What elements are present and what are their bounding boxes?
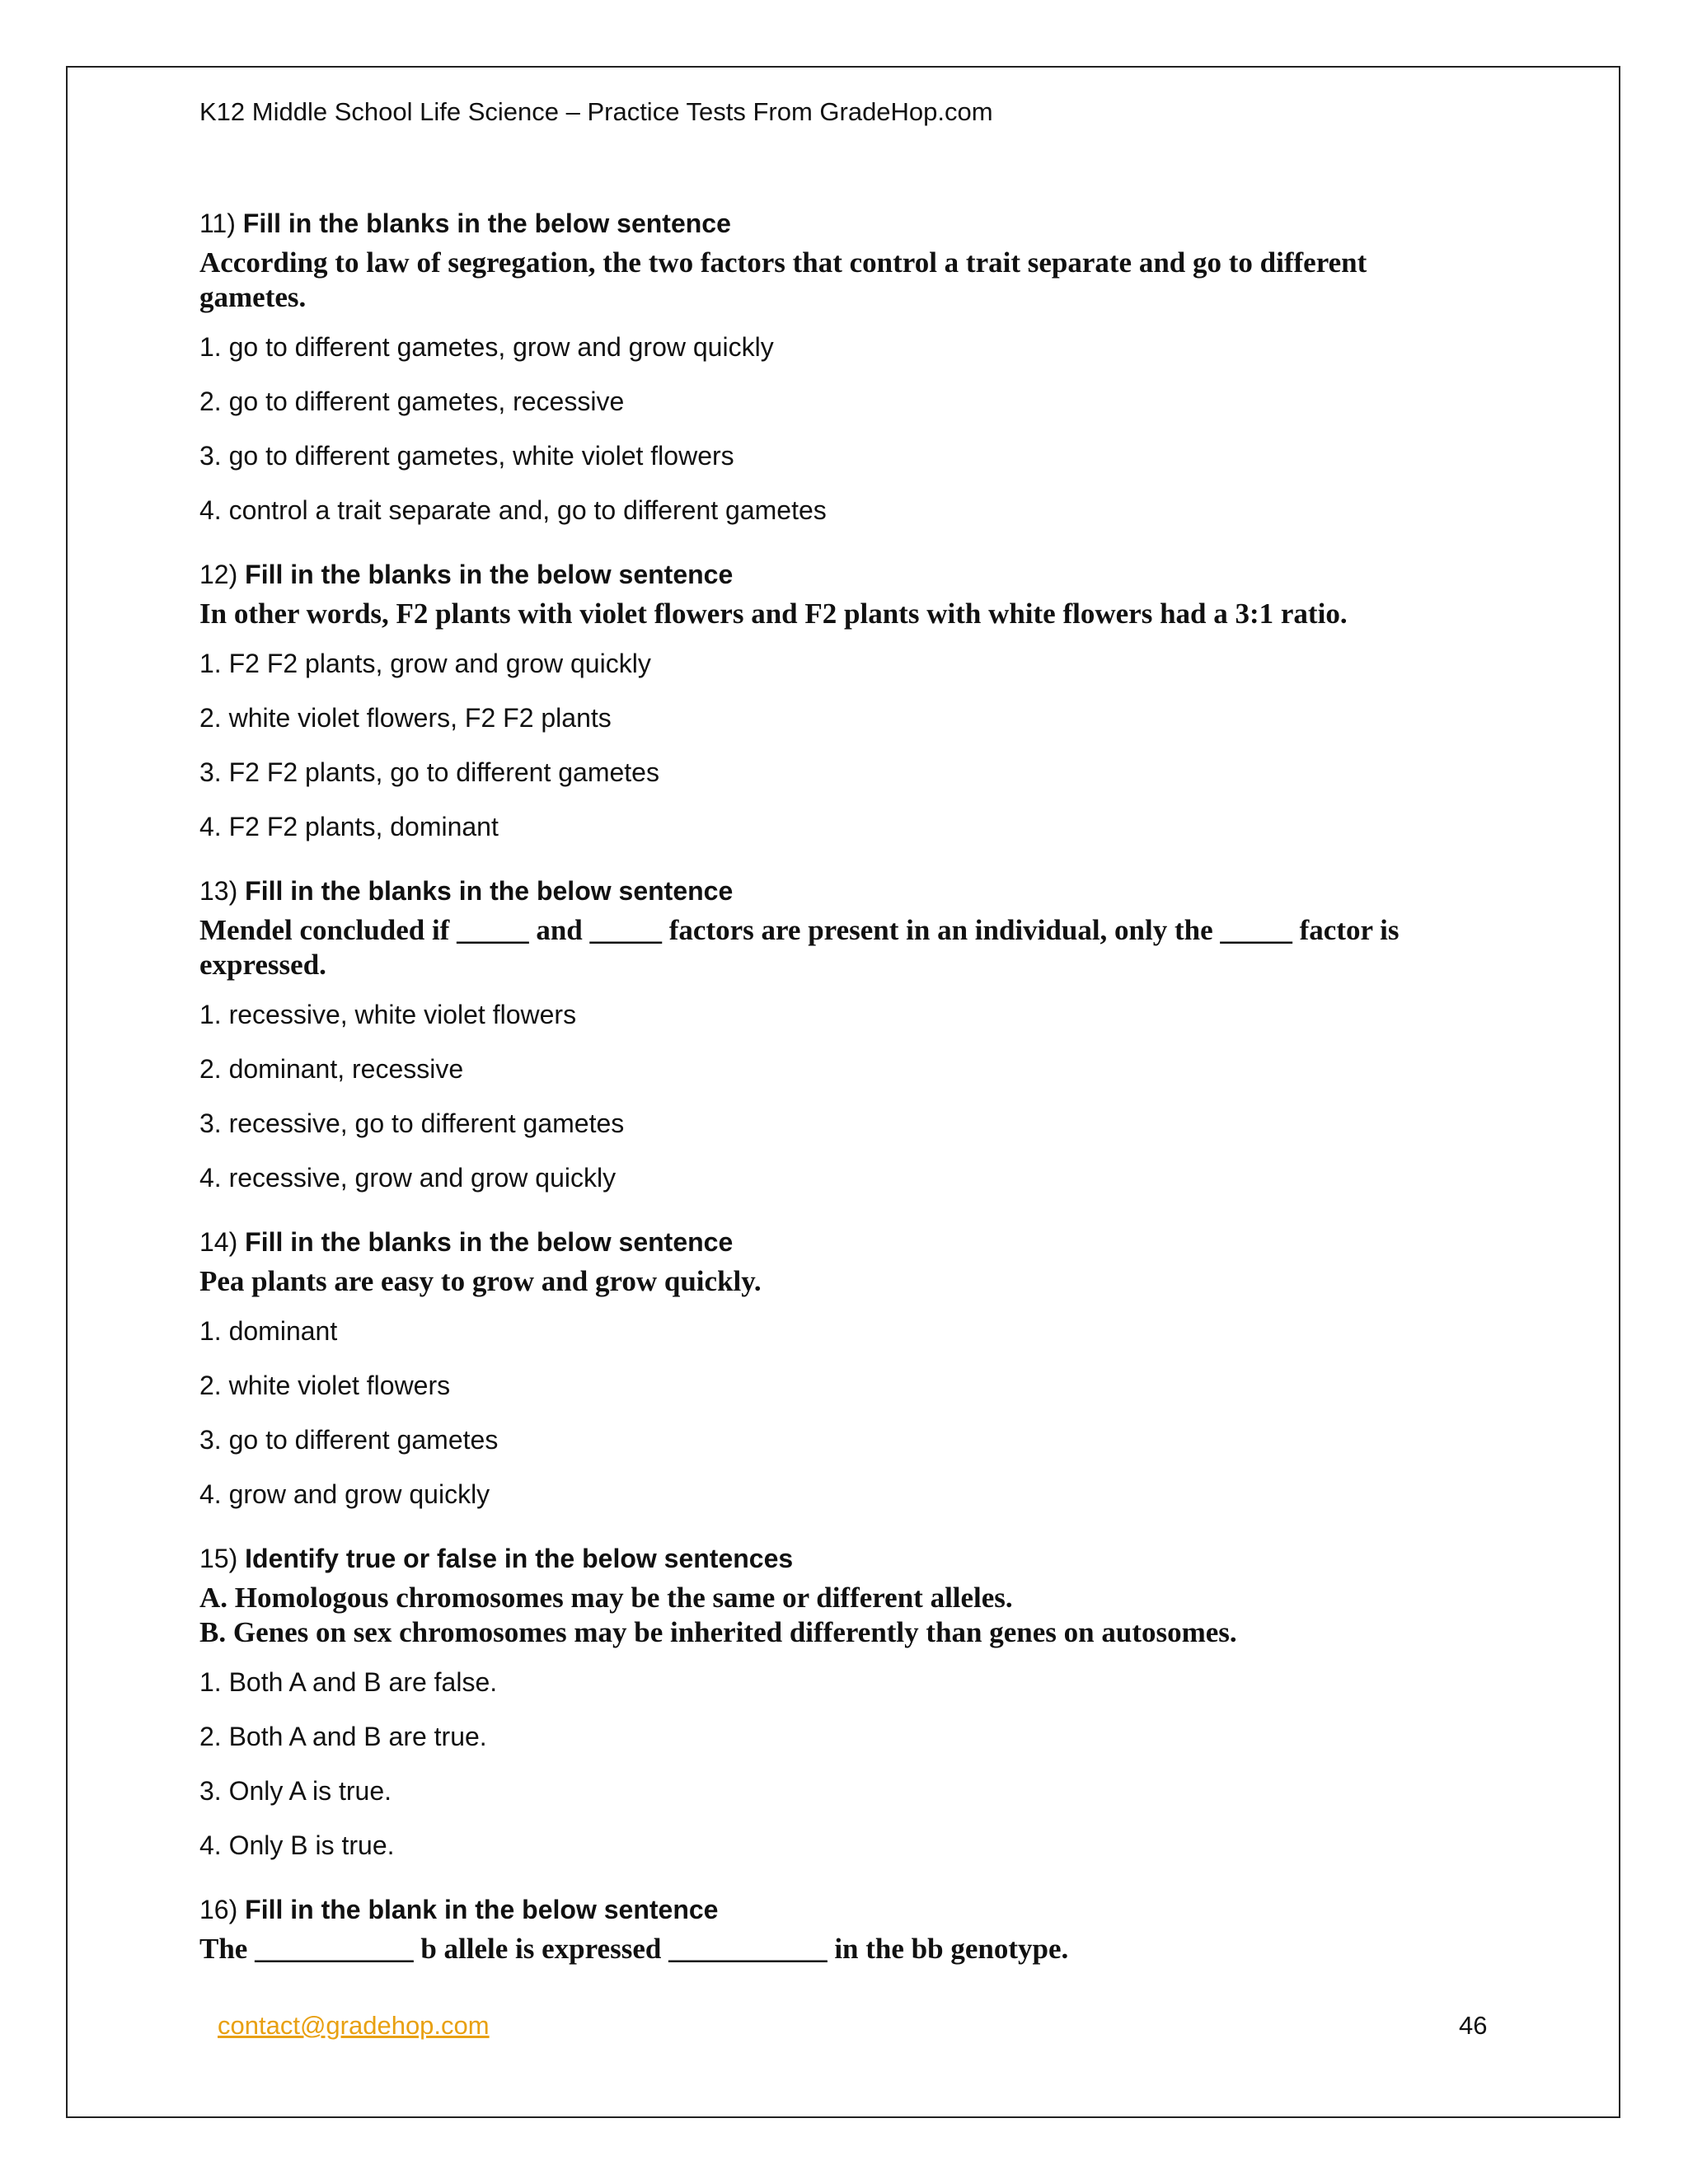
answer-option: 1. recessive, white violet flowers <box>199 1000 577 1029</box>
statement-line: The ___________ b allele is expressed ___________ in the bb genotype. <box>199 1933 1069 1965</box>
question-block <box>199 204 1485 537</box>
question-number: 16) <box>199 1895 238 1924</box>
question-block <box>199 1540 1485 1872</box>
question-statement <box>199 1581 1485 1650</box>
question-statement <box>199 1264 1485 1299</box>
answer-option: 3. Only A is true. <box>199 1776 392 1806</box>
answer-option: 3. go to different gametes, white violet flowers <box>199 441 734 471</box>
question-instruction <box>199 1891 1485 1929</box>
answer-option: 4. grow and grow quickly <box>199 1479 490 1509</box>
page-number: 46 <box>1459 2011 1488 2040</box>
question-instruction <box>199 555 1485 593</box>
question-block <box>199 1223 1485 1521</box>
question-instruction <box>199 1223 1485 1261</box>
questions-container <box>199 204 1485 1985</box>
question-number: 15) <box>199 1544 238 1573</box>
question-statement <box>199 246 1485 315</box>
question-instruction <box>199 204 1485 242</box>
contact-email-link[interactable]: contact@gradehop.com <box>218 2011 490 2040</box>
answer-option: 1. Both A and B are false. <box>199 1667 498 1697</box>
question-number: 12) <box>199 560 238 589</box>
answer-option: 3. F2 F2 plants, go to different gametes <box>199 757 659 787</box>
answer-option: 4. recessive, grow and grow quickly <box>199 1163 617 1193</box>
question-instruction-text: Fill in the blanks in the below sentence <box>245 560 734 589</box>
question-number: 13) <box>199 876 238 906</box>
answer-option: 3. recessive, go to different gametes <box>199 1108 625 1138</box>
question-instruction <box>199 1540 1485 1577</box>
statement-line: According to law of segregation, the two factors that control a trait separate and go to different <box>199 246 1367 279</box>
question-block <box>199 872 1485 1205</box>
answer-option: 1. F2 F2 plants, grow and grow quickly <box>199 649 651 678</box>
statement-line: expressed. <box>199 949 326 981</box>
answer-option: 4. Only B is true. <box>199 1830 395 1860</box>
question-number: 14) <box>199 1227 238 1257</box>
statement-line: In other words, F2 plants with violet flowers and F2 plants with white flowers had a 3:1 ratio. <box>199 598 1348 630</box>
statement-line: gametes. <box>199 281 307 313</box>
question-instruction-text: Identify true or false in the below sentences <box>245 1544 794 1573</box>
answer-option: 2. white violet flowers <box>199 1371 451 1400</box>
answer-option: 2. go to different gametes, recessive <box>199 387 625 416</box>
answer-option: 1. dominant <box>199 1316 338 1346</box>
page-header: K12 Middle School Life Science – Practice Tests From GradeHop.com <box>199 97 993 126</box>
question-statement <box>199 913 1485 982</box>
answer-option: 1. go to different gametes, grow and grow quickly <box>199 332 774 362</box>
question-statement <box>199 1932 1485 1966</box>
question-instruction-text: Fill in the blanks in the below sentence <box>245 1227 734 1257</box>
question-number: 11) <box>199 209 236 238</box>
answer-option: 2. white violet flowers, F2 F2 plants <box>199 703 612 733</box>
question-block <box>199 1891 1485 1966</box>
statement-line: Mendel concluded if _____ and _____ factors are present in an individual, only the _____ factor is <box>199 914 1400 946</box>
answer-option: 2. Both A and B are true. <box>199 1722 487 1751</box>
answer-option: 4. F2 F2 plants, dominant <box>199 812 499 841</box>
question-statement <box>199 597 1485 631</box>
question-instruction-text: Fill in the blanks in the below sentence <box>245 876 734 906</box>
statement-line: Pea plants are easy to grow and grow quickly. <box>199 1265 762 1297</box>
answer-option: 4. control a trait separate and, go to different gametes <box>199 495 827 525</box>
question-instruction-text: Fill in the blanks in the below sentence <box>242 209 731 238</box>
question-instruction-text: Fill in the blank in the below sentence <box>245 1895 719 1924</box>
question-block <box>199 555 1485 854</box>
statement-line: A. Homologous chromosomes may be the same or different alleles. <box>199 1582 1013 1614</box>
question-instruction <box>199 872 1485 910</box>
answer-option: 3. go to different gametes <box>199 1425 499 1455</box>
answer-option: 2. dominant, recessive <box>199 1054 464 1084</box>
statement-line: B. Genes on sex chromosomes may be inherited differently than genes on autosomes. <box>199 1616 1237 1648</box>
